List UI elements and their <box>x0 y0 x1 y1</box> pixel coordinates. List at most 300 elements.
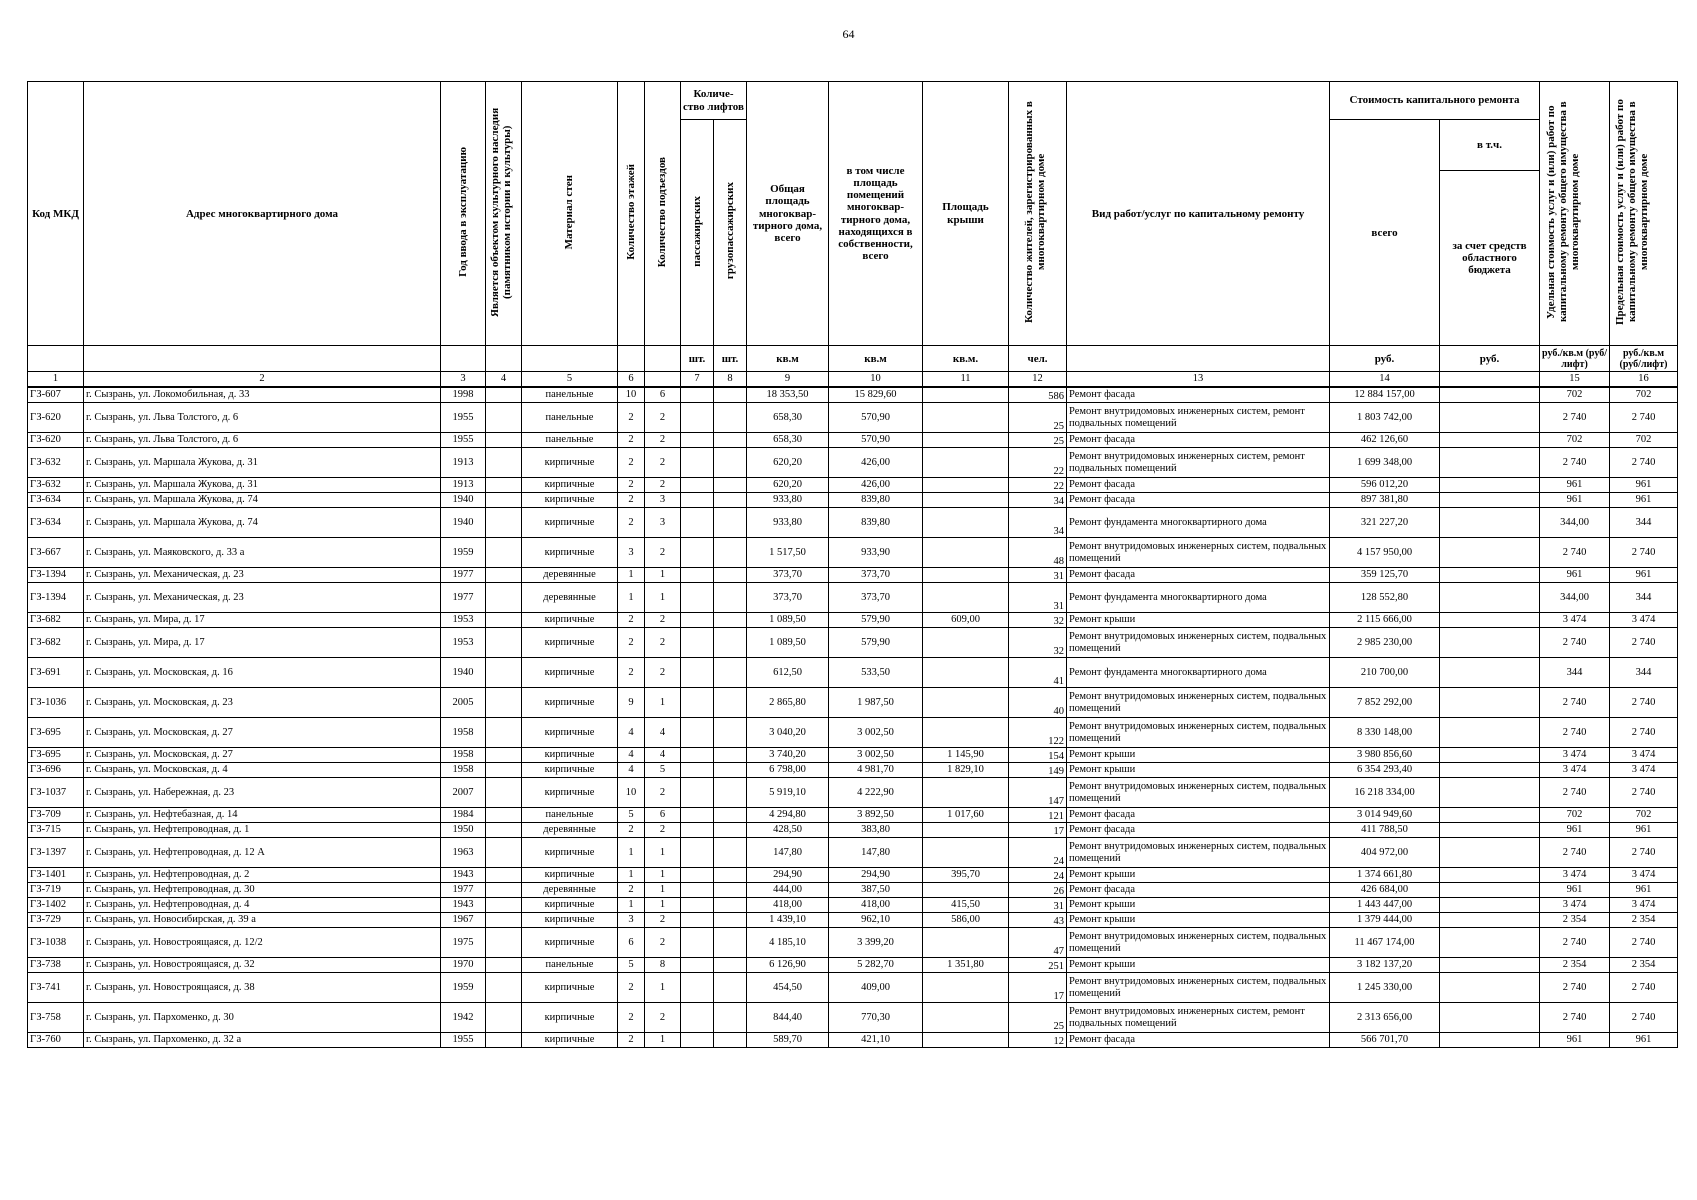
cell-empty <box>486 838 522 868</box>
cell-ent: 4 <box>645 718 681 748</box>
cell-wall: кирпичные <box>522 778 618 808</box>
cell-ent: 4 <box>645 748 681 763</box>
cell-empty <box>681 493 714 508</box>
cell-fl: 2 <box>618 628 645 658</box>
cell-fl: 2 <box>618 508 645 538</box>
cell-work: Ремонт крыши <box>1067 958 1330 973</box>
cell-own: 426,00 <box>829 478 923 493</box>
cell-max: 2 740 <box>1610 628 1678 658</box>
cell-unit: 961 <box>1540 1033 1610 1048</box>
cell-ent: 1 <box>645 688 681 718</box>
cell-ent: 6 <box>645 387 681 403</box>
cell-code: ГЗ-729 <box>28 913 84 928</box>
cell-roof: 1 017,60 <box>923 808 1009 823</box>
cell-addr: г. Сызрань, ул. Маршала Жукова, д. 74 <box>84 493 441 508</box>
cell-area: 658,30 <box>747 403 829 433</box>
cell-wall: деревянные <box>522 823 618 838</box>
unit-rub-sqm: руб./кв.м (руб/лифт) <box>1540 346 1610 372</box>
cell-empty <box>1440 493 1540 508</box>
cell-empty <box>714 763 747 778</box>
cell-ent: 1 <box>645 898 681 913</box>
col-work-header: Вид работ/услуг по капитальному ремонту <box>1067 82 1330 346</box>
cell-wall: кирпичные <box>522 628 618 658</box>
cell-area: 612,50 <box>747 658 829 688</box>
cell-year: 1955 <box>441 403 486 433</box>
cell-code: ГЗ-758 <box>28 1003 84 1033</box>
cell-cost: 404 972,00 <box>1330 838 1440 868</box>
cell-unit: 961 <box>1540 883 1610 898</box>
cell-max: 702 <box>1610 808 1678 823</box>
cell-own: 15 829,60 <box>829 387 923 403</box>
col-cargo-header: грузопассажирских <box>714 120 747 346</box>
cell-res: 31 <box>1009 568 1067 583</box>
cell-cost: 359 125,70 <box>1330 568 1440 583</box>
cell-empty <box>681 658 714 688</box>
cell-roof <box>923 778 1009 808</box>
cell-wall: кирпичные <box>522 838 618 868</box>
cell-unit: 2 740 <box>1540 538 1610 568</box>
cell-work: Ремонт фасада <box>1067 1033 1330 1048</box>
cell-max: 3 474 <box>1610 748 1678 763</box>
cell-res: 586 <box>1009 387 1067 403</box>
cell-wall: кирпичные <box>522 508 618 538</box>
cell-own: 294,90 <box>829 868 923 883</box>
cell-fl: 10 <box>618 387 645 403</box>
cell-year: 2007 <box>441 778 486 808</box>
cell-addr: г. Сызрань, ул. Московская, д. 27 <box>84 748 441 763</box>
cell-res: 26 <box>1009 883 1067 898</box>
cell-empty <box>681 387 714 403</box>
cell-empty <box>681 763 714 778</box>
table-row <box>28 958 1678 973</box>
cell-empty <box>714 403 747 433</box>
cell-area: 1 439,10 <box>747 913 829 928</box>
cell-code: ГЗ-691 <box>28 658 84 688</box>
cell-year: 1977 <box>441 583 486 613</box>
cell-own: 3 399,20 <box>829 928 923 958</box>
table-row <box>28 613 1678 628</box>
table-row <box>28 898 1678 913</box>
unit-people: чел. <box>1009 346 1067 372</box>
cell-wall: кирпичные <box>522 748 618 763</box>
cell-wall: кирпичные <box>522 898 618 913</box>
col-residents-header: Количество жителей, зарегистрированных в многоквартирном доме <box>1009 82 1067 346</box>
cell-res: 34 <box>1009 493 1067 508</box>
cell-fl: 4 <box>618 718 645 748</box>
cell-ent: 2 <box>645 433 681 448</box>
cell-empty <box>714 448 747 478</box>
cell-area: 933,80 <box>747 493 829 508</box>
cell-empty <box>681 538 714 568</box>
cell-res: 32 <box>1009 628 1067 658</box>
table-row <box>28 568 1678 583</box>
cell-empty <box>486 883 522 898</box>
cell-addr: г. Сызрань, ул. Московская, д. 4 <box>84 763 441 778</box>
cell-work: Ремонт фасада <box>1067 568 1330 583</box>
cell-code: ГЗ-1394 <box>28 568 84 583</box>
col-cost-total-header: всего <box>1330 120 1440 346</box>
cell-year: 1977 <box>441 568 486 583</box>
cell-own: 839,80 <box>829 508 923 538</box>
table-row <box>28 403 1678 433</box>
cell-max: 961 <box>1610 883 1678 898</box>
cell-wall: кирпичные <box>522 613 618 628</box>
cell-empty <box>1440 448 1540 478</box>
cell-year: 1950 <box>441 823 486 838</box>
cell-own: 387,50 <box>829 883 923 898</box>
cell-empty <box>714 613 747 628</box>
col-code-header: Код МКД <box>28 82 84 346</box>
cell-roof <box>923 1033 1009 1048</box>
cell-addr: г. Сызрань, ул. Нефтепроводная, д. 2 <box>84 868 441 883</box>
cell-work: Ремонт фасада <box>1067 493 1330 508</box>
table-row <box>28 433 1678 448</box>
cell-year: 1940 <box>441 658 486 688</box>
cell-own: 570,90 <box>829 433 923 448</box>
col-floors-header: Количество этажей <box>618 82 645 346</box>
cell-res: 31 <box>1009 583 1067 613</box>
cell-addr: г. Сызрань, ул. Мира, д. 17 <box>84 628 441 658</box>
cell-empty <box>1440 583 1540 613</box>
cell-code: ГЗ-620 <box>28 433 84 448</box>
cell-addr: г. Сызрань, ул. Нефтепроводная, д. 12 А <box>84 838 441 868</box>
cell-fl: 2 <box>618 613 645 628</box>
cell-own: 4 222,90 <box>829 778 923 808</box>
cell-empty <box>714 658 747 688</box>
cell-fl: 1 <box>618 568 645 583</box>
cell-year: 1975 <box>441 928 486 958</box>
cell-max: 702 <box>1610 433 1678 448</box>
cell-cost: 1 699 348,00 <box>1330 448 1440 478</box>
cell-year: 1970 <box>441 958 486 973</box>
cell-empty <box>681 1003 714 1033</box>
cell-work: Ремонт внутридомовых инженерных систем, подвальных помещений <box>1067 778 1330 808</box>
cell-empty <box>1440 508 1540 538</box>
cell-empty <box>1440 538 1540 568</box>
cell-roof <box>923 568 1009 583</box>
cell-empty <box>681 688 714 718</box>
cell-year: 1958 <box>441 748 486 763</box>
cell-own: 579,90 <box>829 613 923 628</box>
cell-empty <box>1440 778 1540 808</box>
cell-code: ГЗ-667 <box>28 538 84 568</box>
cell-unit: 344,00 <box>1540 583 1610 613</box>
cell-addr: г. Сызрань, ул. Льва Толстого, д. 6 <box>84 403 441 433</box>
cell-res: 17 <box>1009 823 1067 838</box>
cell-empty <box>486 658 522 688</box>
cell-fl: 2 <box>618 883 645 898</box>
cell-addr: г. Сызрань, ул. Новостроящаяся, д. 32 <box>84 958 441 973</box>
cell-ent: 1 <box>645 973 681 1003</box>
cell-ent: 2 <box>645 823 681 838</box>
cell-ent: 2 <box>645 448 681 478</box>
cell-fl: 1 <box>618 898 645 913</box>
cell-empty <box>486 448 522 478</box>
cell-empty <box>681 718 714 748</box>
cell-addr: г. Сызрань, ул. Новосибирская, д. 39 а <box>84 913 441 928</box>
cell-work: Ремонт фундамента многоквартирного дома <box>1067 658 1330 688</box>
cell-area: 1 517,50 <box>747 538 829 568</box>
cell-empty <box>714 748 747 763</box>
cell-unit: 2 740 <box>1540 718 1610 748</box>
cell-res: 47 <box>1009 928 1067 958</box>
cell-code: ГЗ-632 <box>28 448 84 478</box>
cell-res: 34 <box>1009 508 1067 538</box>
cell-unit: 961 <box>1540 823 1610 838</box>
cell-max: 2 354 <box>1610 958 1678 973</box>
cell-cost: 3 014 949,60 <box>1330 808 1440 823</box>
cell-area: 658,30 <box>747 433 829 448</box>
table-row <box>28 658 1678 688</box>
cell-empty <box>681 913 714 928</box>
cell-max: 961 <box>1610 478 1678 493</box>
cell-work: Ремонт крыши <box>1067 868 1330 883</box>
cell-fl: 2 <box>618 433 645 448</box>
cell-empty <box>1440 387 1540 403</box>
cell-code: ГЗ-632 <box>28 478 84 493</box>
cell-roof <box>923 973 1009 1003</box>
cell-area: 5 919,10 <box>747 778 829 808</box>
cell-ent: 2 <box>645 928 681 958</box>
cell-fl: 2 <box>618 403 645 433</box>
cell-res: 22 <box>1009 478 1067 493</box>
cell-empty <box>681 808 714 823</box>
cell-wall: деревянные <box>522 568 618 583</box>
table-row <box>28 778 1678 808</box>
cell-empty <box>714 688 747 718</box>
cell-empty <box>1440 808 1540 823</box>
cell-cost: 596 012,20 <box>1330 478 1440 493</box>
cell-res: 40 <box>1009 688 1067 718</box>
cell-empty <box>486 538 522 568</box>
cell-ent: 6 <box>645 808 681 823</box>
cell-roof <box>923 883 1009 898</box>
cell-fl: 2 <box>618 478 645 493</box>
cell-year: 1943 <box>441 898 486 913</box>
cell-cost: 3 182 137,20 <box>1330 958 1440 973</box>
cell-empty <box>681 478 714 493</box>
cell-max: 961 <box>1610 823 1678 838</box>
cell-empty <box>714 508 747 538</box>
cell-work: Ремонт внутридомовых инженерных систем, подвальных помещений <box>1067 628 1330 658</box>
cell-empty <box>486 508 522 538</box>
cell-empty <box>486 763 522 778</box>
cell-unit: 3 474 <box>1540 898 1610 913</box>
cell-addr: г. Сызрань, ул. Маршала Жукова, д. 31 <box>84 448 441 478</box>
cell-cost: 321 227,20 <box>1330 508 1440 538</box>
cell-empty <box>714 928 747 958</box>
cell-ent: 2 <box>645 403 681 433</box>
cell-addr: г. Сызрань, ул. Нефтебазная, д. 14 <box>84 808 441 823</box>
cell-unit: 702 <box>1540 433 1610 448</box>
cell-empty <box>714 973 747 1003</box>
cell-wall: кирпичные <box>522 1033 618 1048</box>
cell-work: Ремонт фасада <box>1067 387 1330 403</box>
cell-year: 1943 <box>441 868 486 883</box>
cell-wall: кирпичные <box>522 763 618 778</box>
cell-empty <box>486 1033 522 1048</box>
cell-empty <box>714 628 747 658</box>
table-row <box>28 628 1678 658</box>
cell-ent: 2 <box>645 778 681 808</box>
table-row <box>28 823 1678 838</box>
cell-own: 409,00 <box>829 973 923 1003</box>
cell-roof <box>923 478 1009 493</box>
cell-own: 373,70 <box>829 583 923 613</box>
table-row <box>28 538 1678 568</box>
cell-unit: 2 740 <box>1540 838 1610 868</box>
cell-ent: 2 <box>645 628 681 658</box>
cell-empty <box>486 808 522 823</box>
cell-empty <box>714 883 747 898</box>
cell-empty <box>486 583 522 613</box>
cell-cost: 7 852 292,00 <box>1330 688 1440 718</box>
table-row <box>28 883 1678 898</box>
cell-code: ГЗ-1038 <box>28 928 84 958</box>
cell-own: 533,50 <box>829 658 923 688</box>
cell-empty <box>1440 433 1540 448</box>
cell-fl: 2 <box>618 973 645 1003</box>
cell-area: 418,00 <box>747 898 829 913</box>
cell-area: 620,20 <box>747 478 829 493</box>
cell-unit: 702 <box>1540 808 1610 823</box>
cell-area: 147,80 <box>747 838 829 868</box>
cell-res: 17 <box>1009 973 1067 1003</box>
cell-max: 2 740 <box>1610 838 1678 868</box>
cell-addr: г. Сызрань, ул. Нефтепроводная, д. 1 <box>84 823 441 838</box>
cell-year: 1959 <box>441 973 486 1003</box>
cell-roof <box>923 433 1009 448</box>
cell-year: 1977 <box>441 883 486 898</box>
cell-wall: панельные <box>522 433 618 448</box>
cell-empty <box>1440 628 1540 658</box>
cell-roof <box>923 928 1009 958</box>
col-roof-area-header: Площадь крыши <box>923 82 1009 346</box>
cell-cost: 411 788,50 <box>1330 823 1440 838</box>
cell-res: 149 <box>1009 763 1067 778</box>
cell-empty <box>714 808 747 823</box>
cell-addr: г. Сызрань, ул. Льва Толстого, д. 6 <box>84 433 441 448</box>
cell-wall: кирпичные <box>522 973 618 1003</box>
cell-empty <box>486 387 522 403</box>
cell-roof <box>923 658 1009 688</box>
cell-unit: 344,00 <box>1540 508 1610 538</box>
cell-ent: 1 <box>645 568 681 583</box>
cell-empty <box>714 1033 747 1048</box>
cell-cost: 566 701,70 <box>1330 1033 1440 1048</box>
cell-empty <box>1440 823 1540 838</box>
cell-res: 48 <box>1009 538 1067 568</box>
cell-code: ГЗ-682 <box>28 628 84 658</box>
cell-empty <box>486 1003 522 1033</box>
cell-wall: кирпичные <box>522 718 618 748</box>
cell-unit: 2 740 <box>1540 628 1610 658</box>
cell-fl: 2 <box>618 823 645 838</box>
cell-empty <box>1440 403 1540 433</box>
cell-cost: 4 157 950,00 <box>1330 538 1440 568</box>
table-row <box>28 1003 1678 1033</box>
cell-empty <box>1440 883 1540 898</box>
cell-unit: 2 740 <box>1540 973 1610 1003</box>
cell-wall: деревянные <box>522 883 618 898</box>
cell-year: 1953 <box>441 613 486 628</box>
cell-own: 3 002,50 <box>829 718 923 748</box>
table-row <box>28 973 1678 1003</box>
cell-wall: панельные <box>522 808 618 823</box>
cell-empty <box>486 568 522 583</box>
cell-roof <box>923 718 1009 748</box>
cell-year: 1940 <box>441 508 486 538</box>
col-max-cost-header: Предельная стоимость услуг и (или) работ по капитальному ремонту общего имущества в многоквартирном доме <box>1610 82 1678 346</box>
cell-unit: 2 354 <box>1540 913 1610 928</box>
cell-empty <box>681 838 714 868</box>
cell-res: 43 <box>1009 913 1067 928</box>
cell-empty <box>486 688 522 718</box>
cell-wall: панельные <box>522 403 618 433</box>
cell-ent: 2 <box>645 538 681 568</box>
cell-work: Ремонт фасада <box>1067 808 1330 823</box>
cell-own: 839,80 <box>829 493 923 508</box>
cell-max: 344 <box>1610 658 1678 688</box>
cell-addr: г. Сызрань, ул. Новостроящаяся, д. 38 <box>84 973 441 1003</box>
cell-res: 122 <box>1009 718 1067 748</box>
cell-own: 5 282,70 <box>829 958 923 973</box>
table-row <box>28 688 1678 718</box>
capital-repair-table <box>27 81 1678 1048</box>
cell-empty <box>714 583 747 613</box>
cell-fl: 9 <box>618 688 645 718</box>
cell-empty <box>714 387 747 403</box>
unit-sqm: кв.м. <box>923 346 1009 372</box>
cell-res: 22 <box>1009 448 1067 478</box>
cell-empty <box>1440 1003 1540 1033</box>
cell-empty <box>681 958 714 973</box>
cell-empty <box>486 913 522 928</box>
cell-year: 1958 <box>441 718 486 748</box>
cell-code: ГЗ-607 <box>28 387 84 403</box>
cell-roof <box>923 838 1009 868</box>
cell-area: 620,20 <box>747 448 829 478</box>
cell-res: 31 <box>1009 898 1067 913</box>
cell-code: ГЗ-738 <box>28 958 84 973</box>
cell-area: 4 185,10 <box>747 928 829 958</box>
cell-cost: 2 115 666,00 <box>1330 613 1440 628</box>
cell-addr: г. Сызрань, ул. Пархоменко, д. 30 <box>84 1003 441 1033</box>
cell-empty <box>714 568 747 583</box>
cell-empty <box>681 508 714 538</box>
cell-own: 373,70 <box>829 568 923 583</box>
cell-roof <box>923 508 1009 538</box>
cell-area: 428,50 <box>747 823 829 838</box>
cell-wall: кирпичные <box>522 448 618 478</box>
cell-unit: 2 740 <box>1540 778 1610 808</box>
cell-empty <box>714 958 747 973</box>
cell-wall: кирпичные <box>522 478 618 493</box>
cell-own: 1 987,50 <box>829 688 923 718</box>
cell-addr: г. Сызрань, ул. Московская, д. 27 <box>84 718 441 748</box>
table-row <box>28 928 1678 958</box>
col-passenger-header: пассажирских <box>681 120 714 346</box>
cell-empty <box>714 823 747 838</box>
cell-ent: 8 <box>645 958 681 973</box>
table-row <box>28 868 1678 883</box>
unit-pcs: шт. <box>714 346 747 372</box>
cell-code: ГЗ-1394 <box>28 583 84 613</box>
cell-cost: 12 884 157,00 <box>1330 387 1440 403</box>
cell-empty <box>486 478 522 493</box>
cell-fl: 1 <box>618 583 645 613</box>
cell-ent: 1 <box>645 1033 681 1048</box>
